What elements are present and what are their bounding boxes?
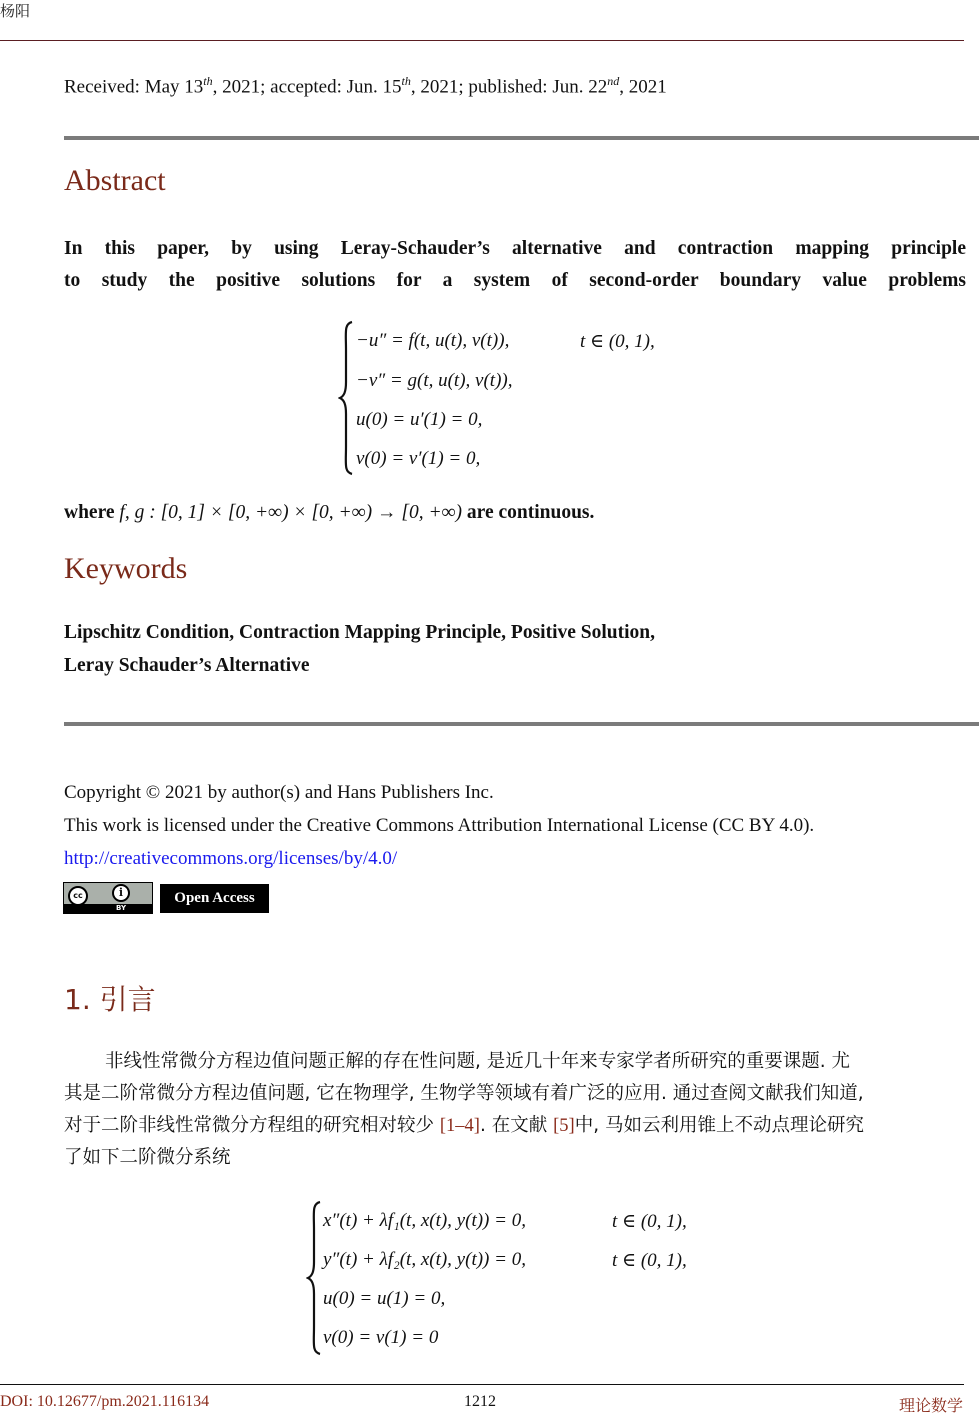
line-3-text-a: 对于二阶非线性常微分方程组的研究相对较少 <box>64 1115 440 1136</box>
equation-condition: t ∈ (0, 1), <box>612 1250 687 1271</box>
header-divider <box>0 40 964 41</box>
open-access-badge: Open Access <box>160 884 269 913</box>
where-math: f, g : [0, 1] × [0, +∞) × [0, +∞) → [0, +∞) <box>119 502 463 523</box>
paragraph-line-2: 其是二阶常微分方程边值问题, 它在物理学, 生物学等领域有着广泛的应用. 通过查阅文献我们知道, <box>64 1083 864 1104</box>
left-brace-icon <box>306 1200 322 1356</box>
published-date: , 2021; published: Jun. 22 <box>410 76 608 98</box>
equation-row: u(0) = u(1) = 0, <box>323 1288 446 1309</box>
section-1-equation-system <box>306 1200 706 1360</box>
keywords-line-2: Leray Schauder’s Alternative <box>64 655 310 676</box>
cc-by-badge[interactable] <box>63 882 153 914</box>
equation-row: y″(t) + λf₂(t, x(t), y(t)) = 0, <box>323 1249 526 1270</box>
paragraph-line-1: 非线性常微分方程边值问题正解的存在性问题, 是近几十年来专家学者所研究的重要课题. 尤 <box>105 1051 851 1072</box>
paragraph-line-3 <box>64 1110 964 1142</box>
keywords-line-1: Lipschitz Condition, Contraction Mapping Principle, Positive Solution, <box>64 622 656 643</box>
line-3-text-b: . 在文献 <box>479 1115 554 1136</box>
keywords-bottom-rule <box>64 722 979 726</box>
license-url-link[interactable]: http://creativecommons.org/licenses/by/4.0/ <box>64 848 398 869</box>
equation-row: v(0) = v′(1) = 0, <box>356 448 481 469</box>
abstract-where-clause <box>64 502 594 524</box>
published-sup: nd <box>607 74 620 88</box>
equation-row: −u″ = f(t, u(t), v(t)), <box>356 330 510 351</box>
page-number: 1212 <box>464 1393 496 1410</box>
running-header-author: 杨阳 <box>0 4 31 20</box>
cc-by-label: BY <box>116 904 127 912</box>
left-brace-icon <box>338 320 354 476</box>
abstract-text <box>64 233 966 297</box>
keywords-heading: Keywords <box>64 552 188 585</box>
received-date: Received: May 13 <box>64 76 204 98</box>
received-sup: th <box>203 74 213 88</box>
citation-link-1-4[interactable]: [1–4] <box>439 1116 480 1136</box>
paragraph-line-4: 了如下二阶微分系统 <box>64 1147 231 1168</box>
where-suffix: are continuous. <box>466 502 595 523</box>
section-1-paragraph <box>64 1046 964 1174</box>
journal-name: 理论数学 <box>898 1396 963 1415</box>
footer-doi[interactable]: DOI: 10.12677/pm.2021.116134 <box>0 1393 210 1410</box>
equation-condition: t ∈ (0, 1), <box>612 1211 687 1232</box>
accepted-sup: th <box>401 74 411 88</box>
abstract-top-rule <box>64 136 979 140</box>
abstract-line-2: to study the positive solutions for a system of second-order boundary value problems <box>64 270 966 291</box>
cc-icon: cc <box>68 886 88 906</box>
license-statement: This work is licensed under the Creative Commons Attribution International License (CC BY 4.0). <box>64 815 815 836</box>
citation-link-5[interactable]: [5] <box>553 1116 575 1136</box>
where-prefix: where <box>64 502 115 523</box>
equation-row: x″(t) + λf₁(t, x(t), y(t)) = 0, <box>323 1210 526 1231</box>
line-3-text-c: 中, 马如云利用锥上不动点理论研究 <box>574 1115 864 1136</box>
footer-divider <box>0 1384 964 1385</box>
attribution-person-icon: i <box>112 884 130 902</box>
abstract-equation-system <box>338 320 678 480</box>
publication-dates <box>64 74 667 98</box>
published-year: , 2021 <box>619 76 667 98</box>
equation-condition: t ∈ (0, 1), <box>580 331 655 352</box>
equation-row: u(0) = u′(1) = 0, <box>356 409 483 430</box>
cc-badge-strip <box>64 904 152 913</box>
accepted-date: , 2021; accepted: Jun. 15 <box>212 76 402 98</box>
abstract-line-1: In this paper, by using Leray-Schauder’s alternative and contraction mapping principle <box>64 238 966 259</box>
section-1-heading: 1. 引言 <box>64 983 156 1016</box>
abstract-heading: Abstract <box>64 164 166 197</box>
copyright-text: Copyright © 2021 by author(s) and Hans Publishers Inc. <box>64 782 494 803</box>
equation-row: −v″ = g(t, u(t), v(t)), <box>356 370 513 391</box>
equation-row: v(0) = v(1) = 0 <box>323 1327 439 1348</box>
